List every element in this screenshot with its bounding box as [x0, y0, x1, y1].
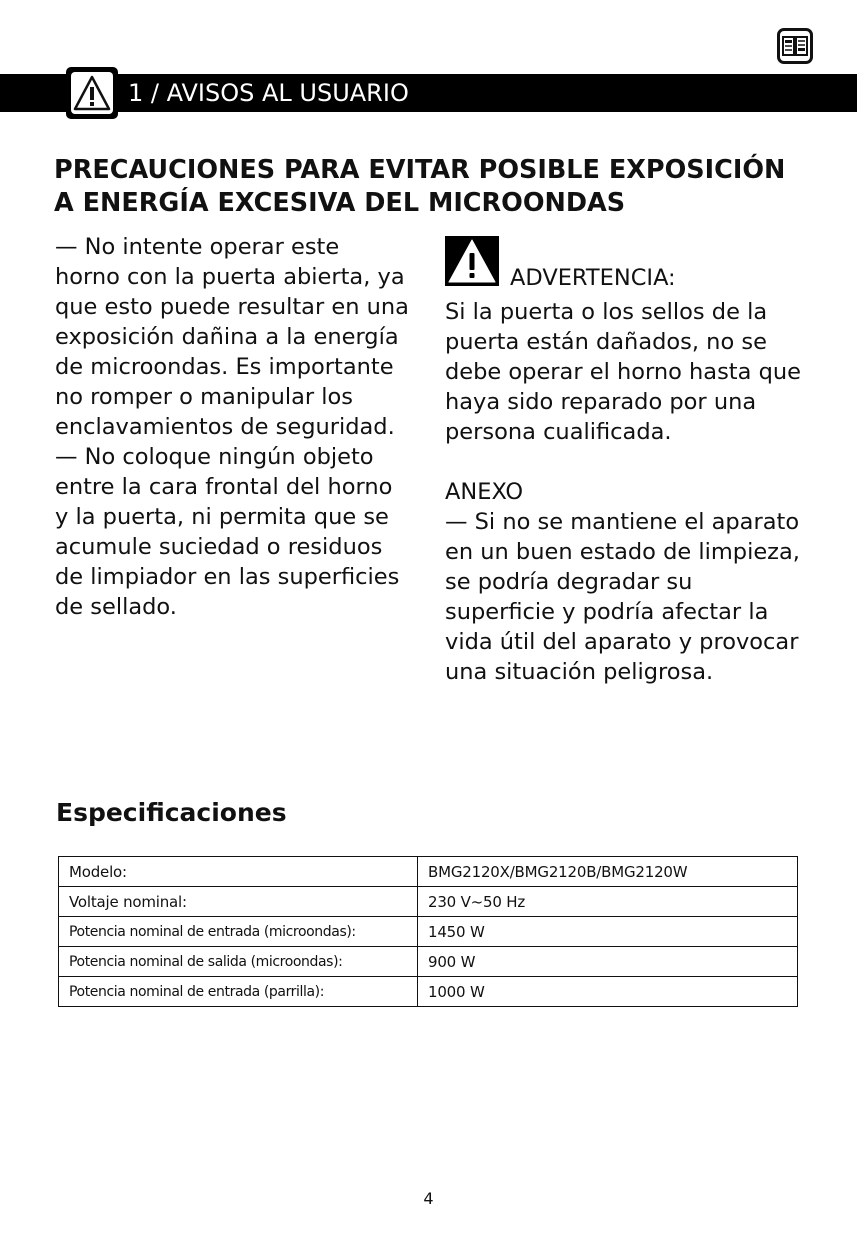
text-line: y la puerta, ni permita que se [55, 504, 389, 530]
left-column-text [55, 232, 415, 622]
text-line: puerta están dañados, no se [445, 329, 767, 355]
annex-heading: ANEXO [445, 479, 524, 505]
text-line: acumule suciedad o residuos [55, 534, 383, 560]
text-line: Si la puerta o los sellos de la [445, 299, 768, 325]
page-title [54, 154, 814, 220]
warning-label: ADVERTENCIA: [510, 265, 676, 291]
text-line: debe operar el horno hasta que [445, 359, 801, 385]
table-row [59, 857, 798, 887]
text-line: vida útil del aparato y provocar [445, 629, 799, 655]
title-line-2: A ENERGÍA EXCESIVA DEL MICROONDAS [54, 188, 626, 218]
spec-label: Potencia nominal de entrada (parrilla): [59, 977, 418, 1007]
text-line: se podría degradar su [445, 569, 693, 595]
text-line: exposición dañina a la energía [55, 324, 399, 350]
text-line: superficie y podría afectar la [445, 599, 769, 625]
spec-value: 1450 W [418, 917, 798, 947]
table-row [59, 887, 798, 917]
spec-value: 1000 W [418, 977, 798, 1007]
title-line-1: PRECAUCIONES PARA EVITAR POSIBLE EXPOSICIÓN [54, 155, 786, 185]
text-line: de limpiador en las superficies [55, 564, 400, 590]
spec-value: 230 V~50 Hz [418, 887, 798, 917]
table-row [59, 917, 798, 947]
spec-label: Modelo: [59, 857, 418, 887]
text-line: — No intente operar este [55, 234, 340, 260]
text-line: una situación peligrosa. [445, 659, 714, 685]
text-line: haya sido reparado por una [445, 389, 757, 415]
specs-table [58, 856, 798, 1007]
spec-value: BMG2120X/BMG2120B/BMG2120W [418, 857, 798, 887]
text-line: persona cualificada. [445, 419, 672, 445]
text-line: que esto puede resultar en una [55, 294, 409, 320]
text-line: — No coloque ningún objeto [55, 444, 374, 470]
warning-icon [66, 67, 118, 119]
text-line: horno con la puerta abierta, ya [55, 264, 405, 290]
text-line: enclavamientos de seguridad. [55, 414, 395, 440]
text-line: no romper o manipular los [55, 384, 354, 410]
section-title: 1 / AVISOS AL USUARIO [128, 79, 409, 107]
spec-label: Voltaje nominal: [59, 887, 418, 917]
right-column-text [445, 297, 810, 687]
page-number: 4 [423, 1189, 434, 1208]
spec-value: 900 W [418, 947, 798, 977]
text-line: de sellado. [55, 594, 177, 620]
spec-label: Potencia nominal de entrada (microondas): [59, 917, 418, 947]
table-row [59, 977, 798, 1007]
specs-heading: Especificaciones [56, 798, 287, 827]
text-line: entre la cara frontal del horno [55, 474, 393, 500]
spec-label: Potencia nominal de salida (microondas): [59, 947, 418, 977]
text-line: en un buen estado de limpieza, [445, 539, 800, 565]
text-line: — Si no se mantiene el aparato [445, 509, 800, 535]
warning-icon [445, 236, 499, 286]
book-icon [777, 28, 813, 64]
text-line: de microondas. Es importante [55, 354, 394, 380]
table-row [59, 947, 798, 977]
